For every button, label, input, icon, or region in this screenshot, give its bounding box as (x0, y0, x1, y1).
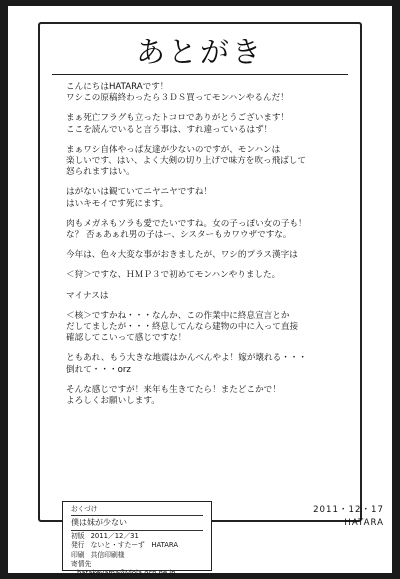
title-underline (52, 74, 348, 75)
paragraph: ＜核＞ですかね・・・なんか、この作業中に終息宣言とか だしてましたが・・・終息してんなら建物の中に入って直接 確認してこいって感じですな！ (66, 310, 299, 344)
colophon-email[interactable]: hatakeyama@viola.ocn.ne.jp (77, 569, 176, 578)
colophon-box (62, 501, 212, 578)
afterword-body (66, 82, 348, 416)
paragraph: こんにちはHATARAです！ ワシこの原稿終わったら３ＤＳ買ってモンハンやるんだ！ (66, 82, 289, 104)
paragraph: 肉もメガネもソラも愛でたいですね。女の子っぽい女の子も！ な？ 否ぁあぁれ男の子はー、シスターもカワウザですな。 (66, 218, 307, 241)
colophon-label: 寄情先 (71, 560, 92, 569)
divider (71, 530, 203, 531)
colophon-label: 発行 (71, 541, 85, 550)
colophon-heading: おくづけ (71, 505, 98, 513)
page-title: あとがき (135, 35, 264, 69)
paragraph: マイナスは (66, 290, 109, 301)
paragraph: はがないは観ていてニヤニヤですね！ はいキモイです死にます。 (66, 187, 213, 209)
colophon-book-title: 僕は妹が少ない (71, 518, 127, 528)
signature-date: 2011・12・17 (313, 505, 384, 515)
colophon-value: ないと・すたーず HATARA (90, 541, 179, 550)
paragraph: ＜狩＞ですな、ＨＭＰ３で初めてモンハンやりました。 (66, 270, 281, 281)
divider (71, 515, 203, 516)
colophon-row (71, 551, 203, 560)
signature (274, 504, 384, 530)
paragraph: そんな感じですが！来年も生きてたら！またどこかで！ よろしくお願いします。 (66, 384, 281, 407)
colophon-value: 共信印刷様 (90, 550, 125, 559)
paragraph: まぁ死亡フラグも立ったトコロでありがとうございます！ ここを読んでいると言う事は、すれ違っているはず！ (66, 113, 290, 135)
signature-name: HATARA (344, 518, 384, 528)
paragraph: まぁワシ自体やっぱ友達が少ないのですが、モンハンは 楽しいです、はい、よく大剣の切り上げで味方を吹っ飛ばして 怒られますはい。 (66, 144, 306, 178)
colophon-row (71, 532, 203, 541)
colophon-row (71, 569, 203, 578)
colophon-label: 印刷 (71, 550, 85, 559)
paragraph: 今年は、色々大変な事がおきましたが、ワシ的プラス漢字は (66, 250, 298, 261)
colophon-value: 2011／12／31 (90, 531, 139, 540)
afterword-page (8, 6, 392, 578)
paragraph: ともあれ、もう大きな地震はかんべんやよ！嫁が壊れる・・・ 倒れて・・・orz (66, 353, 307, 375)
colophon-label: 初版 (71, 531, 85, 540)
colophon-row (71, 541, 203, 550)
colophon-row (71, 560, 203, 569)
